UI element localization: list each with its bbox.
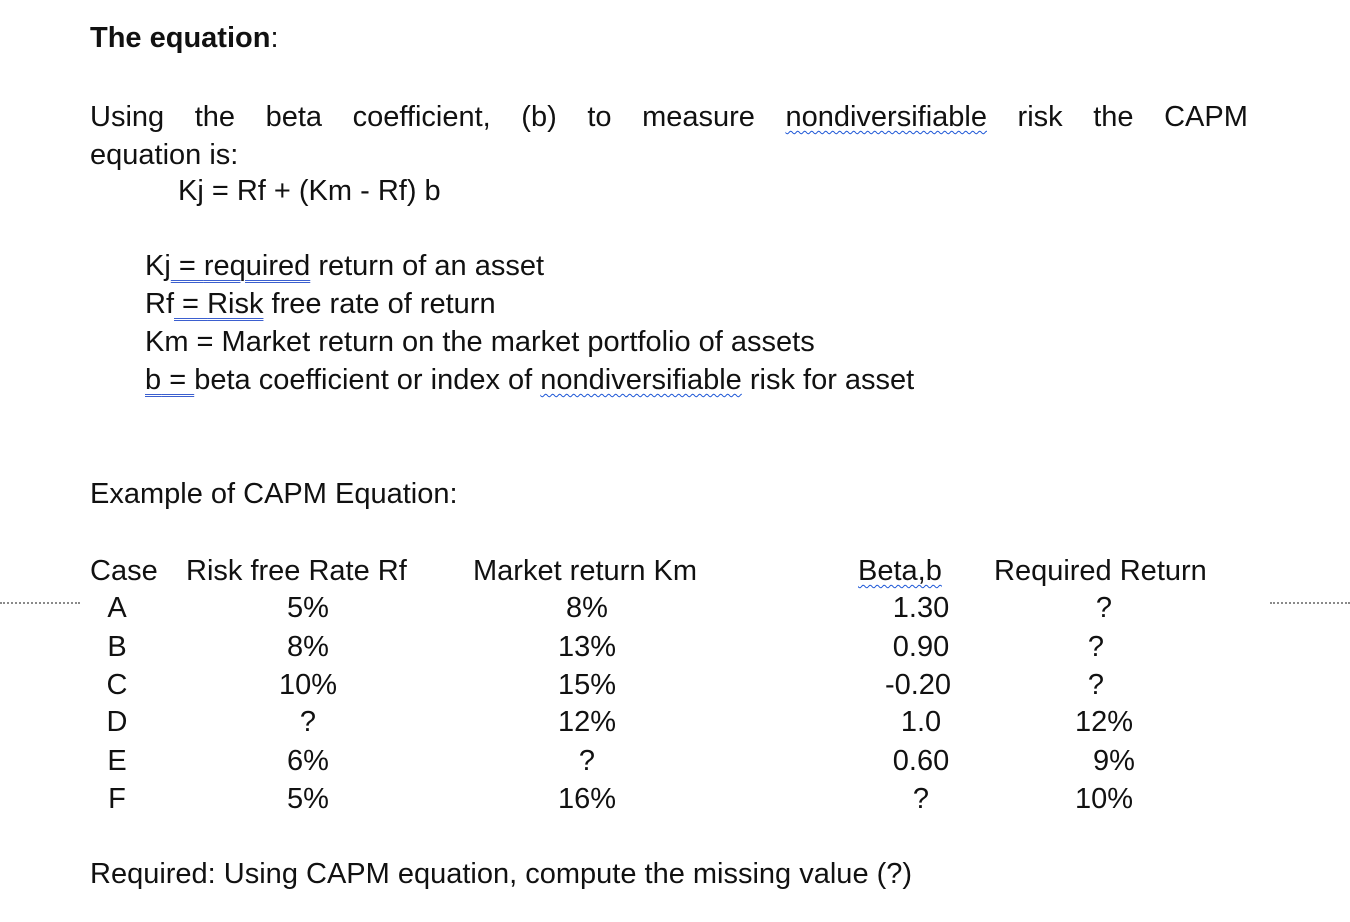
cell-risk-free: 8%: [287, 631, 329, 663]
heading-text: The equation: [90, 22, 271, 54]
cell-risk-free: 5%: [287, 783, 329, 815]
page-margin-right-marker: [1270, 602, 1350, 604]
header-risk-free: Risk free Rate Rf: [186, 555, 407, 587]
cell-beta: -0.20: [884, 669, 952, 701]
cell-case: B: [107, 631, 127, 663]
intro-word: to: [587, 101, 612, 133]
heading-colon: :: [270, 22, 279, 54]
cell-market-return: 13%: [557, 631, 617, 663]
header-required: Required Return: [994, 555, 1207, 587]
cell-beta: 0.90: [892, 631, 950, 663]
definition-equals: =: [174, 288, 208, 320]
cell-case: A: [107, 592, 127, 624]
cell-risk-free: 5%: [287, 592, 329, 624]
intro-word: risk: [1017, 101, 1063, 133]
definition-b: [145, 364, 914, 397]
header-market: Market return Km: [473, 555, 697, 587]
cell-required-return: 12%: [1074, 706, 1134, 738]
cell-case: D: [106, 706, 128, 738]
intro-word: CAPM: [1164, 101, 1248, 133]
definition-key-term: Risk: [207, 288, 264, 320]
intro-word: coefficient,: [352, 101, 491, 133]
intro-word: Using: [90, 101, 165, 133]
cell-required-return: ?: [1095, 592, 1113, 624]
intro-word: measure: [642, 101, 755, 133]
cell-risk-free: ?: [299, 706, 317, 738]
cell-market-return: 16%: [557, 783, 617, 815]
intro-word-spellcheck: nondiversifiable: [785, 101, 987, 133]
cell-case: F: [108, 783, 126, 815]
cell-required-return: ?: [1087, 669, 1105, 701]
definition-text: return of an asset: [310, 250, 545, 282]
required-instruction: Required: Using CAPM equation, compute the missing value (?): [90, 858, 913, 890]
header-case: Case: [90, 555, 158, 587]
cell-market-return: 15%: [557, 669, 617, 701]
intro-word: the: [1093, 101, 1134, 133]
intro-word: the: [194, 101, 236, 133]
cell-beta: 1.0: [900, 706, 942, 738]
intro-line-2: equation is:: [90, 139, 239, 171]
definition-equals: =: [170, 250, 204, 282]
cell-beta: 1.30: [892, 592, 950, 624]
header-beta: Beta,b: [858, 555, 942, 587]
definition-text: beta coefficient or index of: [194, 364, 541, 396]
capm-equation: Kj = Rf + (Km - Rf) b: [178, 175, 441, 207]
definition-key-term: nondiversifiable: [540, 364, 742, 396]
definition-equals: =: [161, 364, 195, 396]
intro-word: (b): [521, 101, 557, 133]
definition-symbol: Rf: [145, 288, 174, 320]
cell-required-return: ?: [1087, 631, 1105, 663]
cell-required-return: 9%: [1093, 745, 1135, 777]
example-title: Example of CAPM Equation:: [90, 478, 458, 510]
section-heading: [90, 22, 279, 55]
definition-km: Km = Market return on the market portfolio of assets: [145, 326, 815, 358]
intro-line-1: [90, 98, 1248, 136]
cell-market-return: 8%: [566, 592, 608, 624]
cell-beta: 0.60: [892, 745, 950, 777]
definition-symbol: b: [145, 364, 162, 396]
cell-beta: ?: [912, 783, 930, 815]
cell-risk-free: 10%: [278, 669, 338, 701]
cell-market-return: ?: [578, 745, 596, 777]
definition-symbol: Kj: [145, 250, 171, 282]
cell-market-return: 12%: [557, 706, 617, 738]
definition-text: free rate of return: [263, 288, 496, 320]
intro-paragraph: [90, 98, 1248, 174]
definition-rf: [145, 288, 496, 321]
cell-case: C: [106, 669, 128, 701]
cell-required-return: 10%: [1074, 783, 1134, 815]
definition-kj: [145, 250, 544, 283]
cell-case: E: [107, 745, 127, 777]
definition-key-term: required: [203, 250, 311, 282]
intro-word: beta: [265, 101, 323, 133]
definition-text: risk for asset: [741, 364, 915, 396]
cell-risk-free: 6%: [287, 745, 329, 777]
